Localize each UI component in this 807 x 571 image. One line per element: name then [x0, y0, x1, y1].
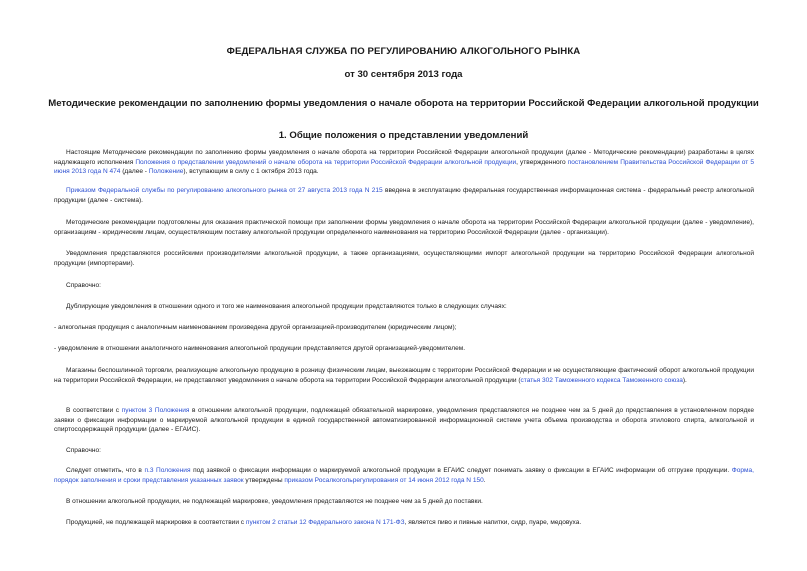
- paragraph-13: В отношении алкогольной продукции, не подлежащей маркировке, уведомления представляются не позднее чем за 5 дней до поставки.: [66, 498, 483, 505]
- document-date: от 30 сентября 2013 года: [344, 69, 463, 80]
- link-order-215[interactable]: Приказом Федеральной службы по регулированию алкогольного рынка от 27 августа 2013 года N 215: [66, 187, 383, 194]
- paragraph-14-text-a: Продукцией, не подлежащей маркировке в соответствии с: [66, 519, 246, 526]
- reference-label-2: Справочно:: [66, 447, 101, 454]
- paragraph-12-text-c: утверждены: [243, 476, 285, 484]
- paragraph-6: Дублирующие уведомления в отношении одного и того же наименования алкогольной продукции представляются только в следующих случаях:: [66, 303, 507, 310]
- paragraph-3: Методические рекомендации подготовлены для оказания практической помощи при заполнении формы уведомления о начале оборота на территории Российской Федерации алкогольной продукции (далее - уведомление), организациям - юридическим лицам, осуществляющим поставку алкогольной продукции определенного наименования на территорию Российской Федерации (далее - организации).: [54, 219, 754, 236]
- paragraph-1-text-b: , утвержденного: [516, 158, 568, 166]
- paragraph-2-text: введена в эксплуатацию федеральная государственная информационная система - федеральный реестр алкогольной продукции (далее - система).: [54, 187, 754, 204]
- link-order-150[interactable]: приказом Росалкогольрегулирования от 14 июня 2012 года N 150: [284, 476, 484, 484]
- document-title: Методические рекомендации по заполнению формы уведомления о начале оборота на территории Российской Федерации алкогольной продукции: [48, 98, 759, 109]
- paragraph-10-text-a: В соответствии с: [66, 407, 122, 414]
- paragraph-12: [54, 466, 754, 485]
- link-point-3[interactable]: пунктом 3 Положения: [121, 407, 190, 414]
- link-customs-code-302[interactable]: статья 302 Таможенного кодекса Таможенного союза: [520, 376, 683, 384]
- link-polozhenie[interactable]: Положение: [148, 168, 184, 175]
- paragraph-1-text-a: Настоящие Методические рекомендации по заполнению формы уведомления о начале оборота на территории Российской Федерации алкогольной продукции (далее - Методические рекомендации) разработаны в целях надлежащего исполнения: [54, 149, 754, 166]
- link-p3-polozhenie[interactable]: п.3 Положения: [144, 467, 191, 474]
- paragraph-12-text-d: .: [483, 476, 486, 484]
- link-federal-law-171[interactable]: пунктом 2 статьи 12 Федерального закона N 171-ФЗ: [245, 519, 405, 526]
- paragraph-1-text-c: (далее -: [120, 168, 149, 175]
- list-item-1: - алкогольная продукция с аналогичным наименованием произведена другой организацией-производителем (юридическим лицом);: [54, 324, 457, 331]
- paragraph-10: [54, 406, 754, 435]
- paragraph-10-text-b: в отношении алкогольной продукции, подлежащей обязательной маркировке, уведомления представляются не позднее чем за 5 дней до представления в установленном порядке заявки о фиксации информации о маркируемой алкогольной продукции в единой государственной автоматизированной информационной системе учета объема производства и оборота этилового спирта, алкогольной и спиртосодержащей продукции (далее - ЕГАИС).: [54, 407, 754, 433]
- link-form-order[interactable]: Форма, порядок заполнения и сроки представления указанных заявок: [54, 467, 754, 484]
- reference-label-1: Справочно:: [66, 282, 101, 289]
- link-regulation-notice[interactable]: Положения о представлении уведомлений о начале оборота на территории Российской Федерации алкогольной продукции: [135, 158, 517, 166]
- paragraph-2: [54, 186, 754, 205]
- paragraph-12-text-b: под заявкой о фиксации информации о маркируемой алкогольной продукции в ЕГАИС следует понимать заявку о фиксации в ЕГАИС информации об отгрузке продукции.: [190, 467, 732, 474]
- link-government-decree[interactable]: постановлением Правительства Российской Федерации от 5 июня 2013 года N 474: [54, 158, 754, 175]
- paragraph-4: Уведомления представляются российскими производителями алкогольной продукции, а также организациями, осуществляющими импорт алкогольной продукции на территорию Российской Федерации алкогольной продукции (импортерами).: [54, 250, 754, 267]
- section-heading: 1. Общие положения о представлении уведомлений: [278, 130, 529, 141]
- paragraph-14: [54, 518, 754, 528]
- list-item-2: - уведомление в отношении аналогичного наименования алкогольной продукции представляется другой организацией-уведомителем.: [54, 345, 466, 352]
- paragraph-12-text-a: Следует отметить, что в: [66, 467, 145, 474]
- paragraph-9: [54, 366, 754, 385]
- paragraph-1-text-d: ), вступающим в силу с 1 октября 2013 года.: [183, 168, 319, 175]
- paragraph-14-text-b: , является пиво и пивные напитки, сидр, пуаре, медовуха.: [404, 519, 582, 526]
- agency-heading: ФЕДЕРАЛЬНАЯ СЛУЖБА ПО РЕГУЛИРОВАНИЮ АЛКОГОЛЬНОГО РЫНКА: [226, 46, 581, 57]
- paragraph-9-text-b: ).: [682, 376, 687, 384]
- paragraph-1: [54, 148, 754, 177]
- paragraph-9-text-a: Магазины беспошлинной торговли, реализующие алкогольную продукцию в розницу физическим лицам, выезжающим с территории Российской Федерации и не осуществляющие фактический оборот алкогольной продукции на территории Российской Федерации, не представляют уведомления о начале оборота на территории Российской Федерации алкогольной продукции (: [54, 367, 754, 384]
